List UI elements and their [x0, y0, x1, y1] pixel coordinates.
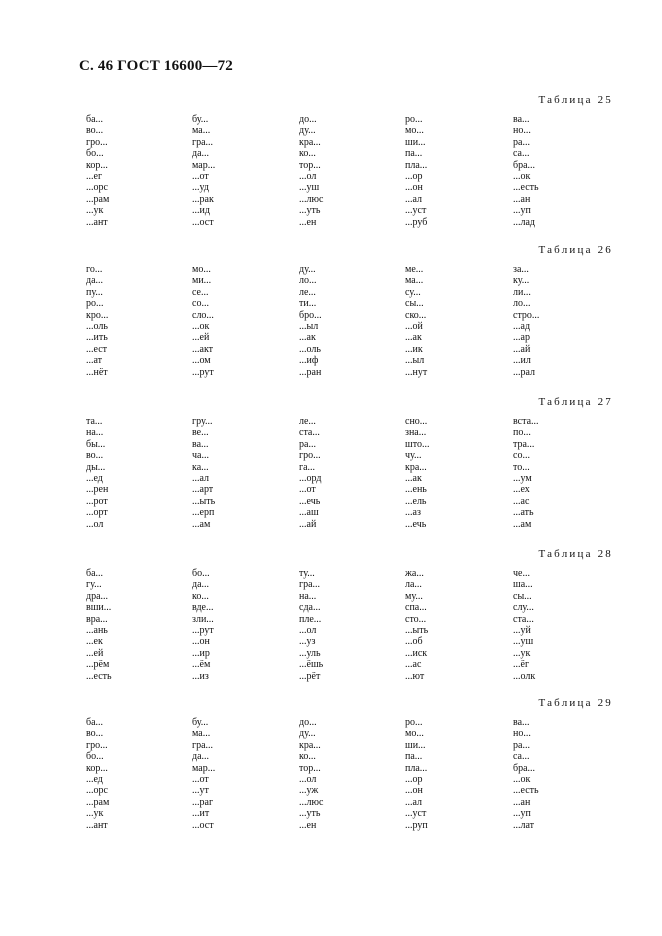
table-cell: ле...: [299, 416, 316, 427]
table-cell: ...ас: [405, 659, 422, 671]
table-cell: ...есть: [513, 785, 539, 797]
table-cell: жа...: [405, 568, 424, 579]
table-cell: бро...: [299, 309, 322, 321]
table-cell: ста...: [513, 613, 534, 625]
table-cell: ро...: [405, 717, 423, 728]
table-cell: ...ар: [513, 332, 530, 344]
table-cell: ...ен: [299, 819, 317, 831]
table-column: [299, 416, 321, 530]
table-cell: ...ом: [192, 355, 211, 367]
table-cell: стро...: [513, 309, 540, 321]
table-cell: по...: [513, 427, 531, 439]
table-cell: го...: [86, 264, 103, 275]
table-cell: сда...: [299, 602, 321, 614]
table-cell: ...рём: [86, 659, 110, 671]
table-cell: гра...: [299, 579, 321, 591]
table-cell: ...ель: [405, 495, 427, 507]
table-cell: ...уж: [299, 785, 319, 797]
table-cell: ...руп: [405, 819, 428, 831]
table-cell: ме...: [405, 264, 424, 275]
table-cell: ...ор: [405, 170, 423, 182]
table-cell: ту...: [299, 568, 315, 579]
table-cell: ...уль: [299, 647, 321, 659]
table-cell: ду...: [299, 264, 316, 275]
table-cell: ...ук: [86, 205, 104, 217]
table-cell: ...ень: [405, 484, 427, 496]
table-cell: сы...: [405, 298, 424, 310]
table-cell: ...есть: [86, 670, 112, 682]
table-cell: кра...: [405, 461, 427, 473]
page-header: С. 46 ГОСТ 16600—72: [79, 58, 233, 74]
table-cell: ...уть: [299, 808, 321, 820]
table-cell: гра...: [192, 739, 214, 751]
table-cell: ...ал: [192, 472, 210, 484]
table-column: [86, 264, 108, 378]
table-cell: че...: [513, 568, 530, 579]
table-cell: да...: [192, 148, 210, 160]
table-cell: во...: [86, 450, 104, 462]
table-cell: мо...: [405, 125, 424, 137]
table-column: [405, 568, 428, 682]
table-cell: бу...: [192, 114, 209, 125]
table-title: Таблица 28: [538, 548, 613, 560]
table-cell: ...олк: [513, 670, 536, 682]
table-cell: ...уст: [405, 205, 427, 217]
table-cell: ли...: [513, 286, 531, 298]
table-cell: бы...: [86, 438, 106, 450]
table-cell: пла...: [405, 762, 428, 774]
table-cell: ...ёшь: [299, 659, 324, 671]
table-cell: ...уш: [299, 182, 320, 194]
table-cell: ла...: [405, 579, 422, 591]
table-cell: ...ыть: [405, 624, 429, 636]
table-cell: ...ать: [513, 507, 534, 519]
table-column: [192, 568, 214, 682]
table-cell: ши...: [405, 739, 426, 751]
table-cell: кро...: [86, 309, 109, 321]
table-cell: ро...: [405, 114, 423, 125]
table-cell: ве...: [192, 427, 209, 439]
table-cell: ча...: [192, 450, 209, 462]
table-cell: ...аш: [299, 507, 319, 519]
table-cell: му...: [405, 590, 423, 602]
table-cell: ...аз: [405, 507, 421, 519]
table-cell: ба...: [86, 717, 104, 728]
table-cell: гу...: [86, 579, 102, 591]
table-cell: сно...: [405, 416, 428, 427]
table-cell: но...: [513, 125, 531, 137]
table-cell: сло...: [192, 309, 214, 321]
table-cell: са...: [513, 751, 530, 763]
table-cell: ...ок: [513, 773, 531, 785]
table-cell: ...рут: [192, 366, 214, 378]
table-cell: ши...: [405, 136, 426, 148]
table-cell: мар...: [192, 159, 216, 171]
table-title: Таблица 29: [538, 697, 613, 709]
table-cell: ...ан: [513, 193, 531, 205]
table-cell: ма...: [405, 275, 424, 287]
table-cell: ...рот: [86, 495, 108, 507]
table-cell: кор...: [86, 159, 108, 171]
table-column: [86, 717, 109, 831]
table-cell: ...уд: [192, 182, 209, 194]
table-cell: ...ак: [299, 332, 316, 344]
table-cell: вде...: [192, 602, 214, 614]
table-cell: ...ить: [86, 332, 108, 344]
table-column: [513, 114, 539, 228]
table-cell: ...от: [299, 484, 316, 496]
table-cell: ...ран: [299, 366, 322, 378]
table-cell: ма...: [192, 728, 211, 740]
table-cell: гро...: [86, 739, 108, 751]
table-cell: ...орс: [86, 182, 108, 194]
table-cell: зли...: [192, 613, 214, 625]
table-cell: на...: [86, 427, 104, 439]
table-cell: ...ак: [405, 472, 422, 484]
table-cell: спа...: [405, 602, 427, 614]
table-cell: што...: [405, 438, 430, 450]
table-cell: то...: [513, 461, 530, 473]
table-cell: ло...: [299, 275, 317, 287]
table-cell: ...ант: [86, 216, 108, 228]
table-cell: но...: [513, 728, 531, 740]
table-cell: ...ас: [513, 495, 530, 507]
table-cell: ...ей: [86, 647, 104, 659]
table-cell: ...рам: [86, 193, 110, 205]
table-cell: вши...: [86, 602, 112, 614]
table-cell: до...: [299, 114, 317, 125]
table-cell: ...люс: [299, 193, 324, 205]
table-cell: бу...: [192, 717, 209, 728]
table-cell: ...ыл: [405, 355, 425, 367]
table-column: [86, 114, 109, 228]
table-cell: слу...: [513, 602, 534, 614]
table-cell: ва...: [513, 114, 530, 125]
table-cell: ...ат: [86, 355, 103, 367]
table-title: Таблица 27: [538, 396, 613, 408]
table-cell: ...он: [405, 785, 423, 797]
table-cell: ...ор: [405, 773, 423, 785]
table-cell: ...ид: [192, 205, 210, 217]
table-cell: ...ам: [192, 518, 211, 530]
table-cell: ...ай: [299, 518, 317, 530]
table-cell: ...раг: [192, 796, 214, 808]
table-cell: ...ок: [192, 320, 210, 332]
table-cell: ду...: [299, 728, 316, 740]
table-cell: ...ит: [192, 808, 210, 820]
table-cell: ...ал: [405, 193, 423, 205]
table-cell: ...ам: [513, 518, 532, 530]
table-cell: ...рут: [192, 624, 214, 636]
table-cell: ...ок: [513, 170, 531, 182]
table-cell: ло...: [513, 298, 531, 310]
table-cell: ду...: [299, 125, 316, 137]
table-cell: ...ал: [405, 796, 423, 808]
table-cell: вра...: [86, 613, 108, 625]
table-cell: пле...: [299, 613, 322, 625]
table-cell: ша...: [513, 579, 533, 591]
table-column: [405, 416, 429, 530]
table-cell: ку...: [513, 275, 530, 287]
table-cell: гро...: [299, 450, 321, 462]
table-cell: ...уп: [513, 205, 531, 217]
table-cell: ...ик: [405, 343, 423, 355]
table-cell: ...ест: [86, 343, 107, 355]
table-cell: пла...: [405, 159, 428, 171]
table-column: [299, 264, 322, 378]
table-cell: ...уп: [513, 808, 531, 820]
table-cell: ...оль: [299, 343, 321, 355]
table-cell: кор...: [86, 762, 108, 774]
table-cell: су...: [405, 286, 421, 298]
table-cell: ...арт: [192, 484, 214, 496]
table-cell: па...: [405, 148, 423, 160]
table-cell: со...: [513, 450, 530, 462]
table-cell: бра...: [513, 159, 536, 171]
table-cell: ти...: [299, 298, 317, 310]
table-cell: ...ост: [192, 216, 214, 228]
table-title: Таблица 25: [538, 94, 613, 106]
table-cell: ...из: [192, 670, 209, 682]
table-cell: ...ют: [405, 670, 425, 682]
table-cell: ...люс: [299, 796, 324, 808]
table-cell: ва...: [192, 438, 209, 450]
table-cell: ...иск: [405, 647, 428, 659]
table-cell: ...ой: [405, 320, 423, 332]
table-cell: ...ол: [299, 773, 317, 785]
table-cell: дра...: [86, 590, 109, 602]
table-cell: кра...: [299, 136, 321, 148]
table-cell: ...ук: [513, 647, 531, 659]
table-cell: ...ил: [513, 355, 531, 367]
table-cell: ...об: [405, 636, 423, 648]
table-cell: тра...: [513, 438, 535, 450]
table-cell: ...ай: [513, 343, 531, 355]
table-cell: ...ей: [192, 332, 210, 344]
table-cell: ба...: [86, 114, 104, 125]
table-cell: ва...: [513, 717, 530, 728]
table-cell: ...ань: [86, 624, 108, 636]
table-column: [513, 717, 539, 831]
table-cell: тор...: [299, 762, 321, 774]
table-cell: ...ост: [192, 819, 214, 831]
table-cell: ...ёг: [513, 659, 530, 671]
table-cell: ...орт: [86, 507, 108, 519]
table-cell: ...рен: [86, 484, 109, 496]
table-cell: ле...: [299, 286, 316, 298]
table-cell: за...: [513, 264, 529, 275]
table-cell: ды...: [86, 461, 106, 473]
table-cell: ...рал: [513, 366, 536, 378]
table-cell: ...есть: [513, 182, 539, 194]
table-column: [513, 568, 535, 682]
table-column: [405, 264, 427, 378]
table-cell: ма...: [192, 125, 211, 137]
table-cell: ...орд: [299, 472, 322, 484]
table-cell: та...: [86, 416, 103, 427]
table-cell: ...ак: [405, 332, 422, 344]
table-column: [513, 416, 539, 530]
table-column: [86, 568, 112, 682]
table-cell: ...ен: [299, 216, 317, 228]
table-cell: на...: [299, 590, 317, 602]
table-cell: ...уз: [299, 636, 316, 648]
table-cell: ...ерп: [192, 507, 215, 519]
table-cell: ...ыть: [192, 495, 216, 507]
table-cell: гро...: [86, 136, 108, 148]
table-cell: ...уть: [299, 205, 321, 217]
table-cell: ра...: [513, 739, 530, 751]
table-cell: ...ол: [86, 518, 104, 530]
table-cell: ...ед: [86, 472, 103, 484]
table-cell: ми...: [192, 275, 212, 287]
table-cell: ...орс: [86, 785, 108, 797]
table-cell: ...ём: [192, 659, 211, 671]
table-cell: ско...: [405, 309, 427, 321]
table-cell: вста...: [513, 416, 539, 427]
table-cell: тор...: [299, 159, 321, 171]
table-column: [299, 114, 323, 228]
table-cell: ...лад: [513, 216, 536, 228]
table-column: [405, 717, 428, 831]
table-cell: ...иф: [299, 355, 319, 367]
table-cell: ко...: [299, 148, 316, 160]
table-column: [192, 264, 214, 378]
table-cell: ...лат: [513, 819, 535, 831]
table-cell: ба...: [86, 568, 104, 579]
table-cell: ко...: [192, 590, 209, 602]
table-cell: ...уст: [405, 808, 427, 820]
table-cell: во...: [86, 728, 104, 740]
table-cell: ...акт: [192, 343, 214, 355]
table-cell: га...: [299, 461, 316, 473]
table-cell: ...ечь: [299, 495, 321, 507]
table-cell: ...ут: [192, 785, 209, 797]
table-cell: бо...: [86, 751, 104, 763]
table-cell: ...ук: [86, 808, 104, 820]
table-column: [192, 114, 215, 228]
table-cell: до...: [299, 717, 317, 728]
table-cell: ста...: [299, 427, 320, 439]
table-cell: ...ечь: [405, 518, 427, 530]
table-cell: да...: [86, 275, 104, 287]
table-cell: ...рёт: [299, 670, 321, 682]
table-cell: ...ек: [86, 636, 103, 648]
table-column: [513, 264, 539, 378]
table-cell: ...ад: [513, 320, 531, 332]
table-cell: ...ир: [192, 647, 210, 659]
table-cell: со...: [192, 298, 209, 310]
table-cell: да...: [192, 579, 210, 591]
table-cell: ...ан: [513, 796, 531, 808]
table-cell: зна...: [405, 427, 427, 439]
table-cell: мар...: [192, 762, 216, 774]
table-column: [192, 717, 215, 831]
table-column: [192, 416, 215, 530]
table-cell: ...ол: [299, 624, 317, 636]
table-cell: бо...: [86, 148, 104, 160]
table-cell: да...: [192, 751, 210, 763]
table-cell: бра...: [513, 762, 536, 774]
table-column: [299, 717, 323, 831]
table-cell: ...от: [192, 170, 209, 182]
table-cell: ...от: [192, 773, 209, 785]
table-title: Таблица 26: [538, 244, 613, 256]
table-cell: ...ех: [513, 484, 530, 496]
table-cell: ...ум: [513, 472, 532, 484]
table-cell: ро...: [86, 298, 104, 310]
table-cell: ...рам: [86, 796, 110, 808]
table-cell: сы...: [513, 590, 532, 602]
table-cell: па...: [405, 751, 423, 763]
table-cell: гра...: [192, 136, 214, 148]
table-cell: кра...: [299, 739, 321, 751]
table-cell: ка...: [192, 461, 209, 473]
table-cell: ко...: [299, 751, 316, 763]
table-cell: бо...: [192, 568, 210, 579]
table-cell: мо...: [405, 728, 424, 740]
table-column: [86, 416, 108, 530]
table-cell: ...уй: [513, 624, 531, 636]
table-column: [405, 114, 427, 228]
table-cell: мо...: [192, 264, 211, 275]
table-cell: ...нут: [405, 366, 428, 378]
table-cell: ...он: [405, 182, 423, 194]
table-cell: ...оль: [86, 320, 108, 332]
table-cell: ...ыл: [299, 320, 319, 332]
table-cell: ...руб: [405, 216, 428, 228]
table-cell: са...: [513, 148, 530, 160]
table-cell: ...уш: [513, 636, 534, 648]
table-cell: се...: [192, 286, 209, 298]
table-cell: ра...: [513, 136, 530, 148]
table-cell: ра...: [299, 438, 316, 450]
table-column: [299, 568, 323, 682]
table-cell: ...ол: [299, 170, 317, 182]
table-cell: ...нёт: [86, 366, 108, 378]
table-cell: ...рак: [192, 193, 214, 205]
table-cell: чу...: [405, 450, 422, 462]
table-cell: ...он: [192, 636, 210, 648]
table-cell: во...: [86, 125, 104, 137]
table-cell: ...ег: [86, 170, 103, 182]
table-cell: гру...: [192, 416, 213, 427]
table-cell: ...ант: [86, 819, 108, 831]
table-cell: пу...: [86, 286, 103, 298]
table-cell: ...ед: [86, 773, 103, 785]
table-cell: сто...: [405, 613, 427, 625]
